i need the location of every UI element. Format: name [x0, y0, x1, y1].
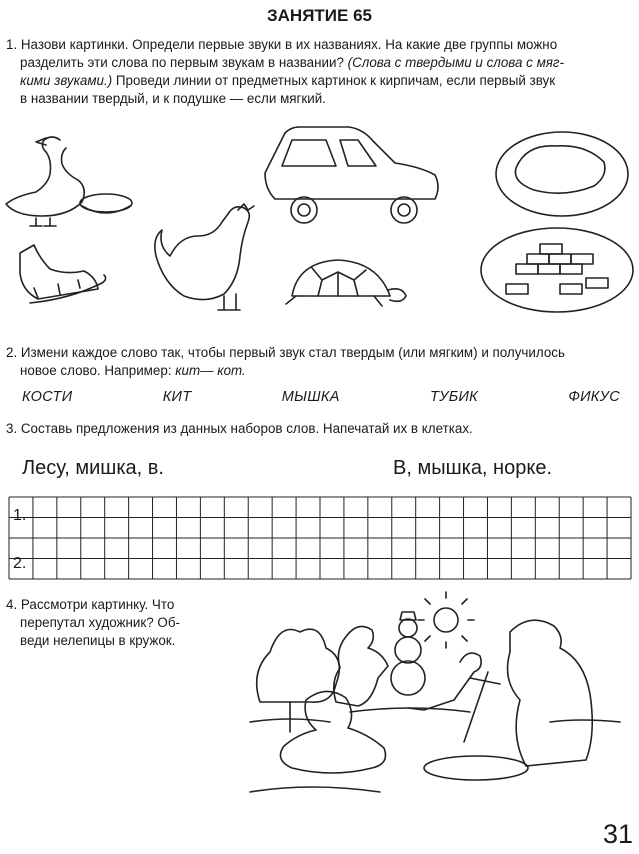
fisherman-figure	[508, 620, 593, 766]
task-2-line-1: 2. Измени каждое слово так, чтобы первый звук стал твердым (или мягким) и получилось	[6, 345, 565, 360]
goose-icon	[6, 137, 84, 226]
page-number: 31	[602, 819, 633, 849]
grid-row-2-label: 2.	[13, 555, 27, 572]
sentence-2: В, мышка, норке.	[393, 457, 552, 479]
sun-icon	[418, 592, 474, 648]
pillow-icon	[496, 132, 628, 216]
task-1-pictures	[0, 118, 639, 338]
snowman-icon	[391, 612, 425, 695]
nonsense-scene-illustration	[250, 592, 620, 817]
child-figure	[334, 626, 388, 706]
task-2-words	[22, 389, 620, 405]
task-1-line-3	[6, 72, 634, 90]
word-item: ФИКУС	[568, 389, 620, 405]
sunbathing-figure	[408, 653, 500, 710]
task-1-line-2	[6, 54, 634, 72]
word-item: КОСТИ	[22, 389, 73, 405]
bowl-icon	[80, 194, 132, 213]
task-1-line-4: в названии твердый, и к подушке — если мягкий.	[20, 91, 326, 106]
task-1-line-2-text: разделить эти слова по первым звукам в названии?	[20, 55, 344, 70]
word-item: КИТ	[162, 389, 192, 405]
task-2-line-2	[6, 362, 634, 380]
task-4-line-1: 4. Рассмотри картинку. Что	[6, 597, 175, 612]
rooster-icon	[155, 204, 254, 310]
task-4-line-3: веди нелепицы в кружок.	[20, 633, 176, 648]
page-title: ЗАНЯТИЕ 65	[267, 6, 372, 25]
grid-lines	[9, 497, 631, 579]
word-item: МЫШКА	[281, 389, 340, 405]
car-icon	[265, 127, 438, 223]
task-1-line-1: 1. Назови картинки. Определи первые звуки в их названиях. На какие две группы можно	[6, 37, 558, 52]
task-3-text: 3. Составь предложения из данных наборов слов. Напечатай их в клетках.	[6, 421, 473, 436]
task-1-line-3-text: Проведи линии от предметных картинок к кирпичам, если первый звук	[115, 73, 556, 88]
bricks-icon	[481, 228, 633, 312]
skate-icon	[20, 245, 106, 303]
task-2-line-2-text: новое слово. Например:	[20, 363, 172, 378]
task-1-hint-end: кими звуками.)	[20, 73, 113, 88]
word-item: ТУБИК	[430, 389, 478, 405]
turtle-icon	[286, 260, 406, 306]
task-4-line-2: перепутал художник? Об-	[20, 615, 180, 630]
ice-hole	[424, 756, 528, 780]
answer-grid[interactable]	[9, 497, 631, 579]
task-1-text	[6, 36, 634, 108]
task-2-example: кит— кот.	[175, 363, 246, 378]
task-1-hint: (Слова с твердыми и слова с мяг-	[347, 55, 564, 70]
task-4-text	[6, 596, 236, 650]
grid-row-1-label: 1.	[13, 507, 27, 524]
task-2-text	[6, 344, 634, 380]
sentence-1: Лесу, мишка, в.	[22, 457, 164, 479]
girl-in-ring-figure	[280, 691, 385, 773]
